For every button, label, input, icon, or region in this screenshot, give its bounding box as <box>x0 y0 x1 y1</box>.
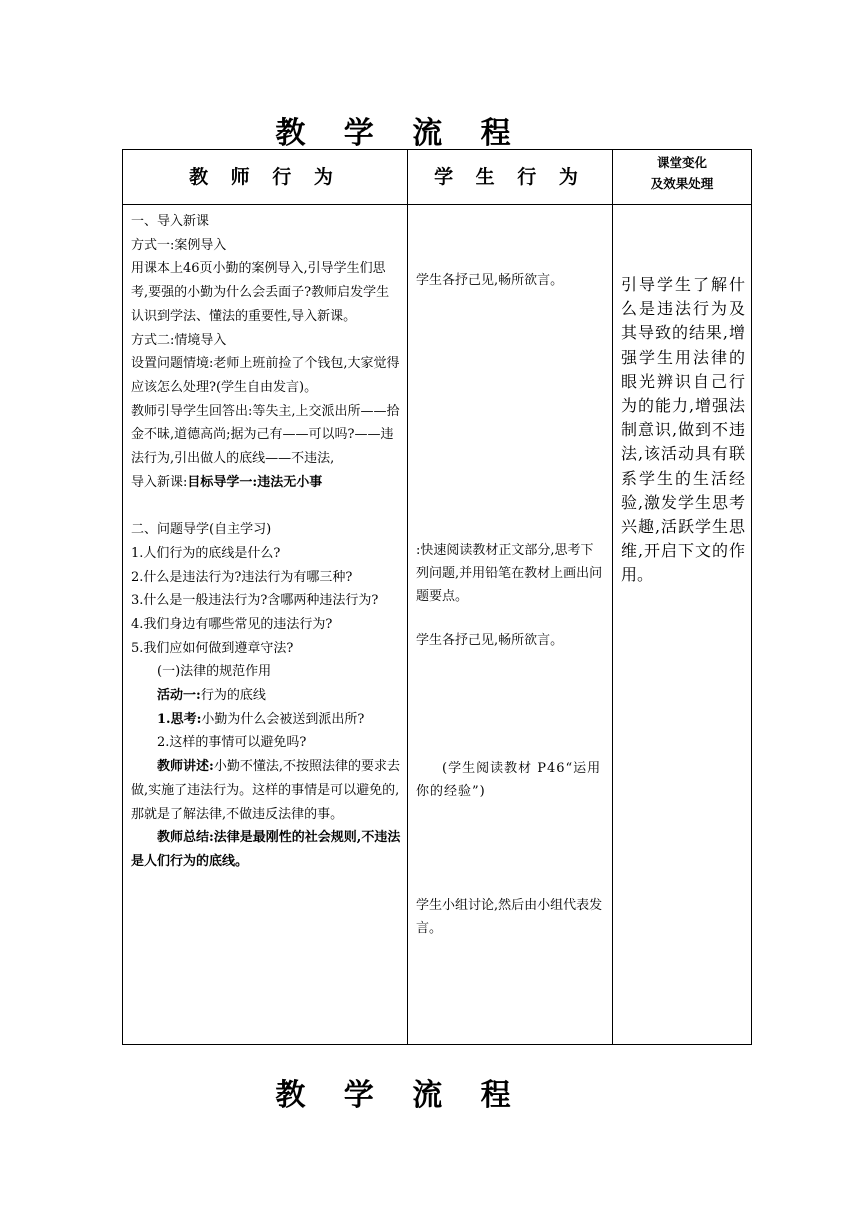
student-response-3: 学生各抒己见,畅所欲言。 <box>416 633 564 648</box>
question-4: 4.我们身边有哪些常见的违法行为? <box>131 616 333 632</box>
question-3: 3.什么是一般违法行为?含哪两种违法行为? <box>131 593 379 609</box>
think-question: 1.思考:小勤为什么会被送到派出所? <box>157 711 365 727</box>
question-1: 1.人们行为的底线是什么? <box>131 545 281 561</box>
effect-text: 引导学生了解什么是违法行为及其导致的结果,增强学生用法律的眼光辨识自己行为的能力,增强法制意识,做到不违法,该活动具有联系学生的生活经验,激发学生思考兴趣,活跃学生思维,开启下文的作用。 <box>621 275 745 585</box>
teaching-flow-table <box>122 149 752 1045</box>
method-two: 方式二:情境导入 <box>131 332 227 348</box>
method-one-text: 用课本上46页小勤的案例导入,引导学生们思考,要强的小勤为什么会丢面子?教师启发学生认识到学法、懂法的重要性,导入新课。 <box>131 261 390 324</box>
question-5: 5.我们应如何做到遵章守法? <box>131 640 294 656</box>
guide-text: 教师引导学生回答出:等失主,上交派出所——拾金不昧,道德高尚;据为己有——可以吗?——违法行为,引出做人的底线——不违法, <box>131 403 400 467</box>
teacher-summary: 教师总结:法律是最刚性的社会规则,不违法是人们行为的底线。 <box>131 830 401 869</box>
effect-cell <box>613 205 752 1045</box>
teacher-behavior-cell <box>123 205 408 1045</box>
section-questions: 二、问题导学(自主学习) <box>131 522 272 538</box>
question-2: 2.什么是违法行为?违法行为有哪三种? <box>131 569 353 585</box>
header-teacher: 教 师 行 为 <box>123 150 408 205</box>
student-behavior-cell <box>408 205 613 1045</box>
page-title: 教 学 流 程 <box>275 116 525 151</box>
footer-title: 教 学 流 程 <box>275 1078 525 1113</box>
student-response-2: :快速阅读教材正文部分,思考下列问题,并用铅笔在教材上画出问题要点。 <box>416 543 603 604</box>
section-intro: 一、导入新课 <box>131 214 210 229</box>
method-two-text: 设置问题情境:老师上班前捡了个钱包,大家觉得应该怎么处理?(学生自由发言)。 <box>131 356 400 395</box>
subsection-norm: (一)法律的规范作用 <box>157 664 272 680</box>
intro-goal: 导入新课:目标导学一:违法无小事 <box>131 474 323 490</box>
header-student: 学 生 行 为 <box>408 150 613 205</box>
student-response-4: (学生阅读教材 P46“运用你的经验”) <box>416 761 602 799</box>
avoid-question: 2.这样的事情可以避免吗? <box>157 735 307 751</box>
student-response-5: 学生小组讨论,然后由小组代表发言。 <box>416 898 603 936</box>
teacher-explain: 教师讲述:小勤不懂法,不按照法律的要求去做,实施了违法行为。这样的事情是可以避免的,那就是了解法律,不做违反法律的事。 <box>131 759 400 822</box>
activity-one: 活动一:行为的底线 <box>157 688 266 704</box>
student-response-1: 学生各抒己见,畅所欲言。 <box>416 273 564 288</box>
method-one: 方式一:案例导入 <box>131 237 227 253</box>
header-effect: 课堂变化 及效果处理 <box>613 150 752 205</box>
